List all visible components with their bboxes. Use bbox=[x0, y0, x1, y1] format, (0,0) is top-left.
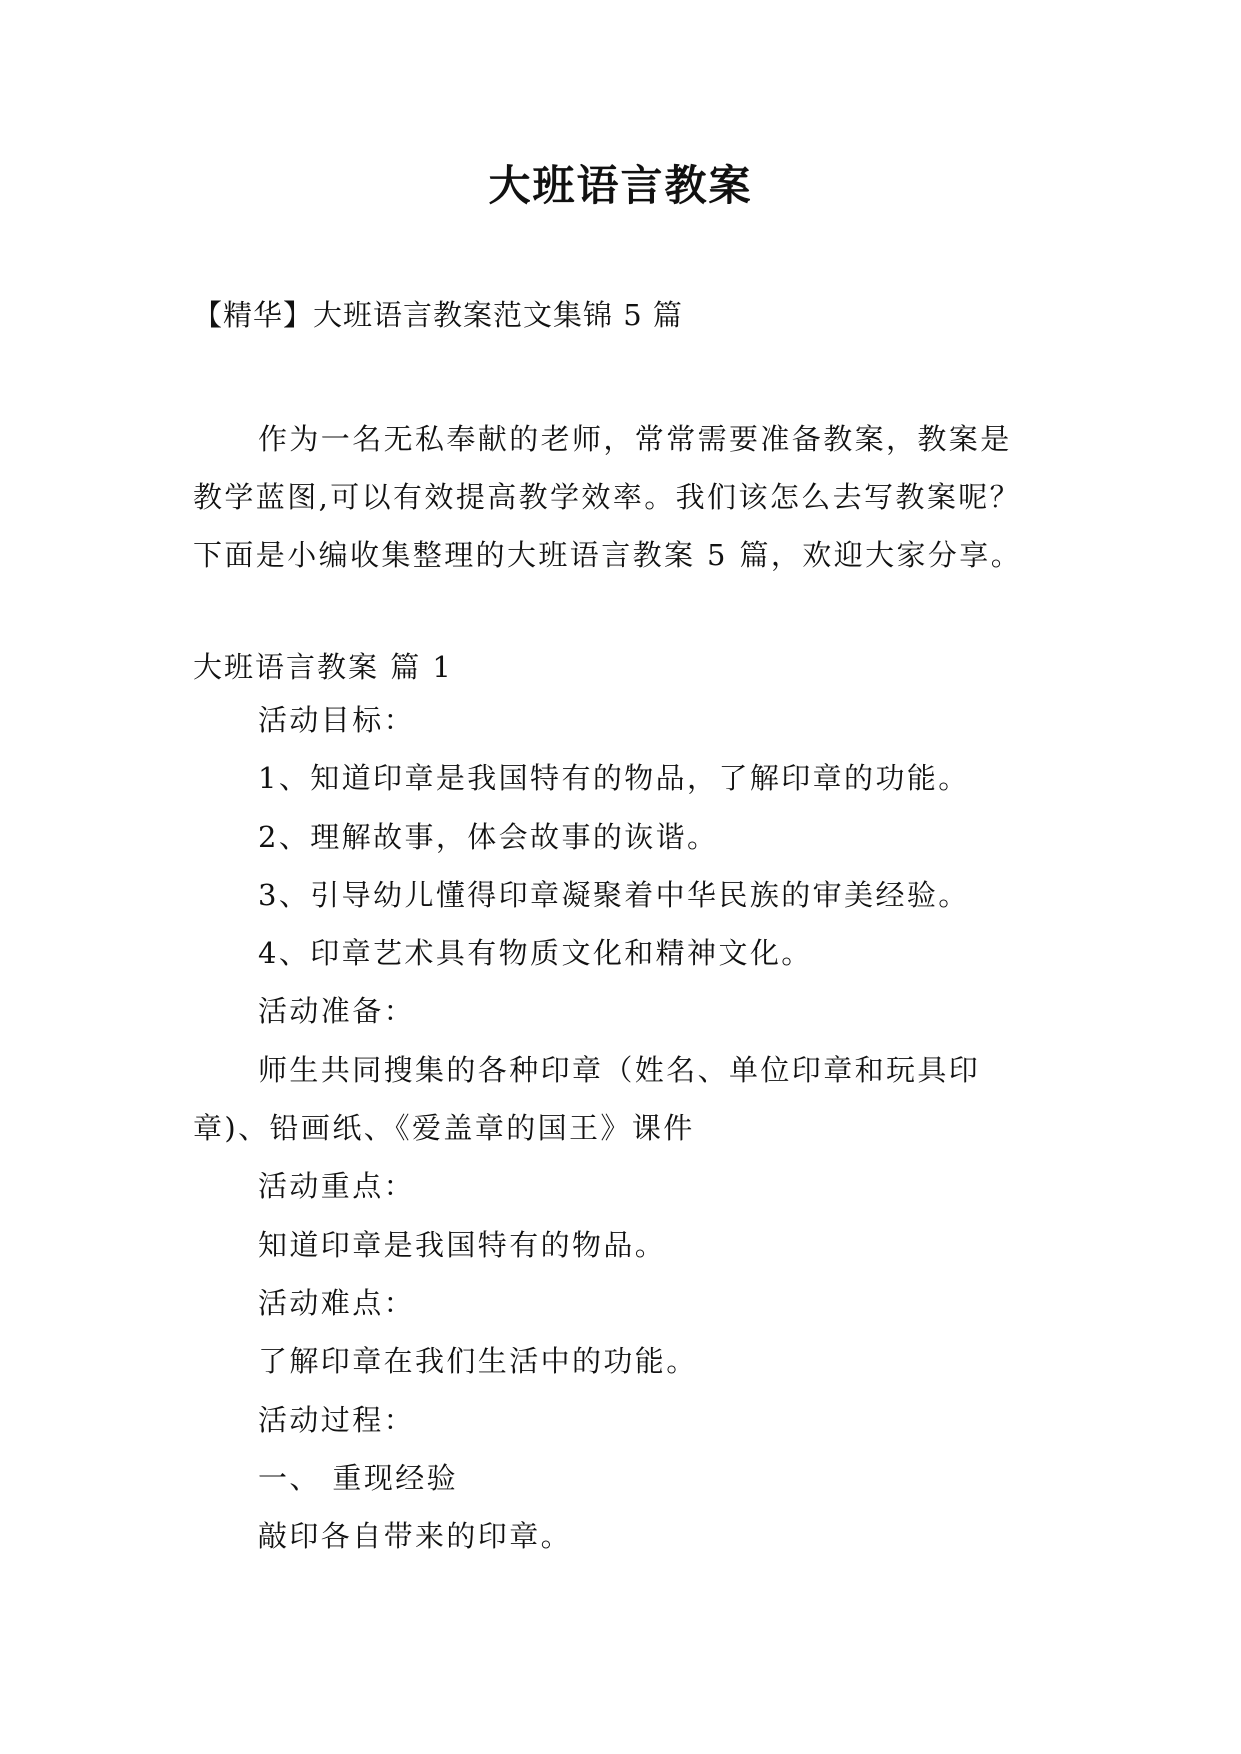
document-title: 大班语言教案 bbox=[488, 161, 753, 210]
section-heading: 大班语言教案 篇 1 bbox=[193, 650, 453, 684]
document-subtitle: 【精华】大班语言教案范文集锦 5 篇 bbox=[193, 298, 683, 332]
intro-line: 教学蓝图,可以有效提高教学效率。我们该怎么去写教案呢？ bbox=[193, 480, 1022, 514]
body-line-focus-heading: 活动重点： bbox=[258, 1169, 416, 1204]
body-line-prep-heading: 活动准备： bbox=[258, 994, 416, 1029]
body-line-difficulty-heading: 活动难点： bbox=[258, 1285, 416, 1320]
body-line: 章)、铅画纸、《爱盖章的国王》课件 bbox=[193, 1111, 695, 1146]
body-line: 2、理解故事，体会故事的诙谐。 bbox=[258, 819, 719, 854]
intro-paragraph bbox=[193, 410, 1063, 584]
body-line: 4、印章艺术具有物质文化和精神文化。 bbox=[258, 936, 813, 971]
body-line: 知道印章是我国特有的物品。 bbox=[258, 1227, 667, 1262]
body-line: 师生共同搜集的各种印章（姓名、单位印章和玩具印 bbox=[258, 1052, 981, 1087]
intro-line: 作为一名无私奉献的老师，常常需要准备教案，教案是 bbox=[258, 422, 1012, 456]
body-line-goals-heading: 活动目标： bbox=[258, 703, 416, 737]
body-line: 3、引导幼儿懂得印章凝聚着中华民族的审美经验。 bbox=[258, 877, 970, 912]
body-line-process-heading: 活动过程： bbox=[258, 1402, 416, 1437]
body-line: 1、知道印章是我国特有的物品，了解印章的功能。 bbox=[258, 761, 970, 796]
lesson-body bbox=[193, 700, 1093, 1574]
body-line: 一、 重现经验 bbox=[258, 1460, 459, 1495]
body-line: 敲印各自带来的印章。 bbox=[258, 1519, 573, 1554]
body-line: 了解印章在我们生活中的功能。 bbox=[258, 1344, 698, 1379]
intro-line: 下面是小编收集整理的大班语言教案 5 篇，欢迎大家分享。 bbox=[193, 538, 1023, 572]
